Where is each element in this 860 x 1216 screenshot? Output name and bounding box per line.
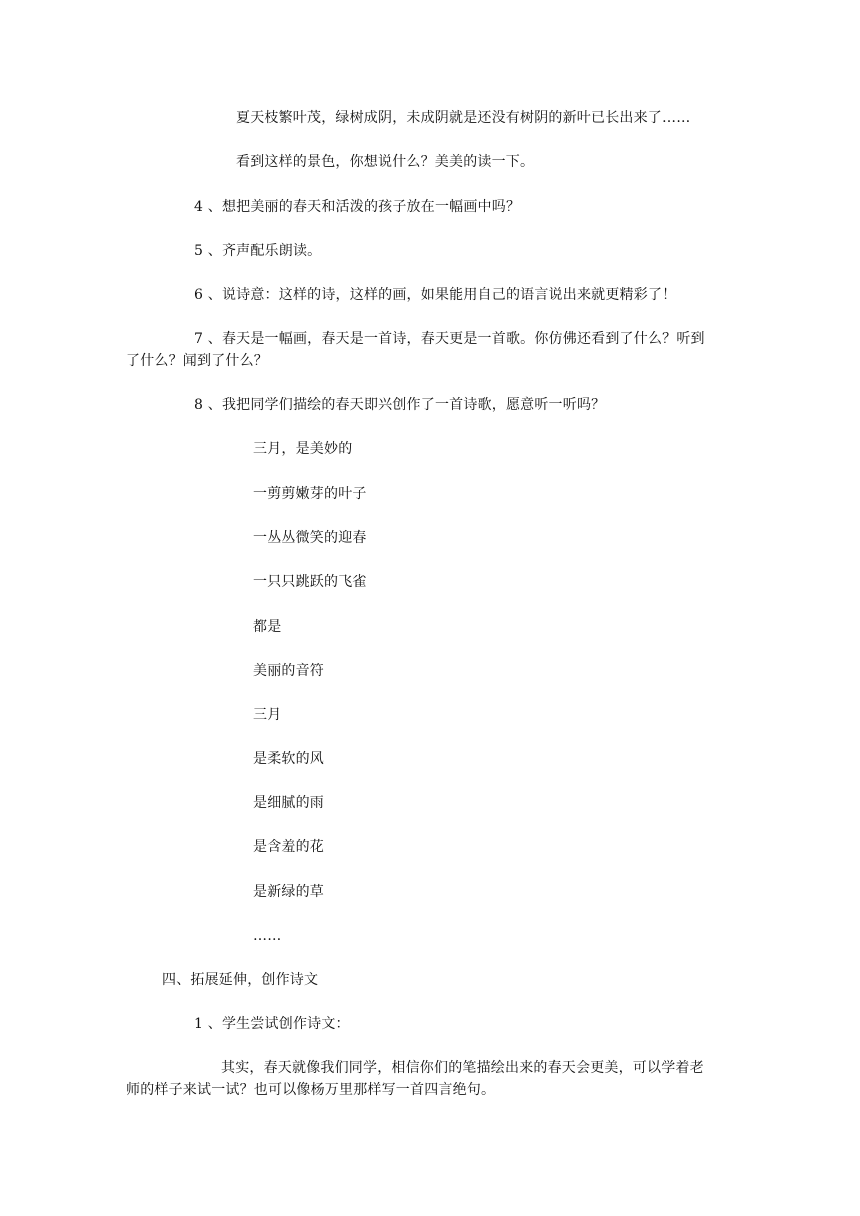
paragraph-read-aloud: 看到这样的景色，你想说什么？美美的读一下。: [236, 154, 535, 170]
poem-line: 一剪剪嫩芽的叶子: [253, 486, 367, 502]
poem-line: 是新绿的草: [253, 884, 324, 900]
final-paragraph-line1: 其实，春天就像我们同学，相信你们的笔描绘出来的春天会更美，可以学着老: [221, 1060, 704, 1076]
paragraph-summer: 夏天枝繁叶茂，绿树成阴，未成阴就是还没有树阴的新叶已长出来了……: [236, 110, 691, 126]
list-item-5: 5 、齐声配乐朗读。: [194, 243, 322, 259]
poem-line: 是柔软的风: [253, 751, 324, 767]
list-item-6: 6 、说诗意：这样的诗，这样的画，如果能用自己的语言说出来就更精彩了！: [194, 287, 677, 303]
list-item-4: 4 、想把美丽的春天和活泼的孩子放在一幅画中吗？: [194, 199, 521, 215]
poem-line: ……: [253, 928, 282, 944]
poem-line: 一丛丛微笑的迎春: [253, 530, 367, 546]
poem-line: 一只只跳跃的飞雀: [253, 574, 367, 590]
poem-line: 三月，是美妙的: [253, 441, 353, 457]
list-item-7-line1: 7 、春天是一幅画，春天是一首诗，春天更是一首歌。你仿佛还看到了什么？听到: [194, 331, 705, 347]
poem-line: 美丽的音符: [253, 663, 324, 679]
poem-line: 三月: [253, 707, 282, 723]
poem-line: 都是: [253, 619, 282, 635]
list-item-7-line2: 了什么？闻到了什么？: [126, 353, 268, 369]
section-heading: 四、拓展延伸，创作诗文: [162, 972, 319, 988]
list-item-8: 8 、我把同学们描绘的春天即兴创作了一首诗歌，愿意听一听吗？: [194, 397, 606, 413]
poem-line: 是含羞的花: [253, 839, 324, 855]
sub-item-1: 1 、学生尝试创作诗文：: [194, 1016, 350, 1032]
final-paragraph-line2: 师的样子来试一试？也可以像杨万里那样写一首四言绝句。: [126, 1082, 496, 1098]
poem-line: 是细腻的雨: [253, 795, 324, 811]
